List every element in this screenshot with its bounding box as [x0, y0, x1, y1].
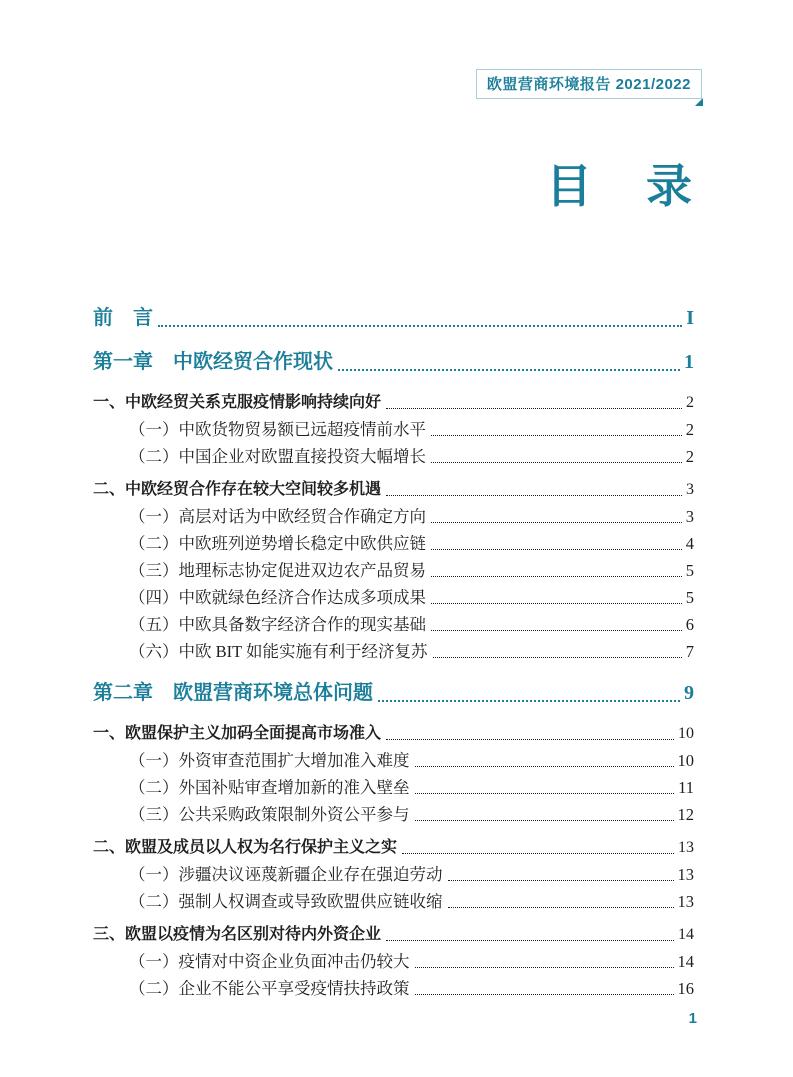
toc-entry[interactable]: [93, 347, 694, 378]
toc-entry-page: 2: [685, 420, 694, 439]
toc-entry[interactable]: [93, 921, 694, 948]
dot-leader: [431, 630, 682, 631]
toc-entry-label: （三）地理标志协定促进双边农产品贸易: [129, 561, 426, 580]
page-number: 1: [688, 1010, 697, 1027]
toc-entry-page: 13: [677, 865, 694, 884]
toc-entry-page: 13: [677, 892, 694, 911]
badge-corner-icon: [695, 98, 703, 106]
toc-entry-label: （一）疫情对中资企业负面冲击仍较大: [129, 952, 410, 971]
report-title-badge: [476, 69, 702, 99]
dot-leader: [431, 462, 682, 463]
toc-entry-page: 7: [685, 642, 694, 661]
dot-leader: [431, 549, 682, 550]
dot-leader: [378, 700, 680, 702]
toc-entry-label: （二）企业不能公平享受疫情扶持政策: [129, 979, 410, 998]
toc-entry[interactable]: [93, 611, 694, 638]
toc-entry-page: 10: [677, 751, 694, 770]
dot-leader: [431, 522, 682, 523]
dot-leader: [415, 967, 674, 968]
toc-entry-page: 13: [678, 839, 694, 856]
toc-entry-label: （一）中欧货物贸易额已远超疫情前水平: [129, 420, 426, 439]
toc-entry-label: （二）中国企业对欧盟直接投资大幅增长: [129, 447, 426, 466]
toc-entry-page: 11: [678, 778, 694, 797]
toc-entry-label: 二、中欧经贸合作存在较大空间较多机遇: [93, 481, 382, 498]
dot-leader: [158, 325, 682, 327]
toc-entry[interactable]: [93, 834, 694, 861]
toc-entry[interactable]: [93, 638, 694, 665]
toc-entry[interactable]: [93, 774, 694, 801]
page-title: 目 录: [546, 160, 696, 212]
toc-entry-label: 一、欧盟保护主义加码全面提高市场准入: [93, 725, 382, 742]
toc-entry[interactable]: [93, 303, 694, 334]
toc-entry-page: 5: [685, 588, 694, 607]
dot-leader: [431, 435, 682, 436]
toc-entry-page: 10: [678, 725, 694, 742]
dot-leader: [431, 603, 682, 604]
dot-leader: [386, 739, 674, 740]
toc-entry[interactable]: [93, 747, 694, 774]
dot-leader: [415, 820, 674, 821]
toc-entry-page: 9: [684, 682, 694, 704]
toc-entry[interactable]: [93, 975, 694, 1002]
toc-entry-label: （一）外资审查范围扩大增加准入难度: [129, 751, 410, 770]
toc-entry[interactable]: [93, 476, 694, 503]
toc-entry-page: 14: [678, 926, 694, 943]
toc-entry-page: 4: [685, 534, 694, 553]
toc-entry-label: 一、中欧经贸关系克服疫情影响持续向好: [93, 394, 382, 411]
dot-leader: [386, 408, 682, 409]
toc-entry[interactable]: [93, 861, 694, 888]
toc-entry-page: 2: [685, 447, 694, 466]
dot-leader: [415, 994, 674, 995]
toc-entry-label: （三）公共采购政策限制外资公平参与: [129, 805, 410, 824]
dot-leader: [415, 793, 675, 794]
toc-entry-page: 16: [677, 979, 694, 998]
toc-entry[interactable]: [93, 443, 694, 470]
toc-entry-label: （五）中欧具备数字经济合作的现实基础: [129, 615, 426, 634]
toc-entry[interactable]: [93, 888, 694, 915]
toc-entry[interactable]: [93, 557, 694, 584]
dot-leader: [415, 766, 674, 767]
toc-entry-label: 二、欧盟及成员以人权为名行保护主义之实: [93, 839, 398, 856]
toc-entry-label: （二）中欧班列逆势增长稳定中欧供应链: [129, 534, 426, 553]
toc-entry-label: （四）中欧就绿色经济合作达成多项成果: [129, 588, 426, 607]
dot-leader: [433, 657, 682, 658]
toc-entry-page: 12: [677, 805, 694, 824]
toc-entry-page: 2: [686, 394, 694, 411]
toc-entry-label: 第一章 中欧经贸合作现状: [93, 351, 333, 373]
toc-entry-label: （二）外国补贴审查增加新的准入壁垒: [129, 778, 410, 797]
dot-leader: [338, 369, 680, 371]
toc-entry-page: 3: [685, 507, 694, 526]
toc-entry[interactable]: [93, 678, 694, 709]
toc-entry-label: （六）中欧 BIT 如能实施有利于经济复苏: [129, 642, 428, 661]
toc-entry-page: 3: [686, 481, 694, 498]
toc-entry-page: I: [686, 307, 694, 329]
toc-entry-page: 6: [685, 615, 694, 634]
toc-entry[interactable]: [93, 389, 694, 416]
report-title-badge-label: 欧盟营商环境报告 2021/2022: [486, 76, 691, 93]
toc-entry[interactable]: [93, 948, 694, 975]
dot-leader: [386, 940, 674, 941]
toc-entry[interactable]: [93, 530, 694, 557]
dot-leader: [448, 880, 674, 881]
toc-entry[interactable]: [93, 720, 694, 747]
table-of-contents: [93, 303, 694, 1002]
toc-entry-label: 前 言: [93, 307, 153, 329]
toc-entry-label: 三、欧盟以疫情为名区别对待内外资企业: [93, 926, 382, 943]
toc-entry[interactable]: [93, 584, 694, 611]
toc-entry-label: （一）涉疆决议诬蔑新疆企业存在强迫劳动: [129, 865, 443, 884]
dot-leader: [402, 853, 674, 854]
toc-entry-page: 1: [684, 351, 694, 373]
toc-entry-page: 5: [685, 561, 694, 580]
toc-entry[interactable]: [93, 416, 694, 443]
toc-entry-page: 14: [677, 952, 694, 971]
dot-leader: [386, 495, 682, 496]
toc-entry-label: （二）强制人权调查或导致欧盟供应链收缩: [129, 892, 443, 911]
dot-leader: [448, 907, 674, 908]
toc-entry-label: 第二章 欧盟营商环境总体问题: [93, 682, 373, 704]
toc-entry[interactable]: [93, 801, 694, 828]
toc-entry-label: （一）高层对话为中欧经贸合作确定方向: [129, 507, 426, 526]
dot-leader: [431, 576, 682, 577]
toc-entry[interactable]: [93, 503, 694, 530]
